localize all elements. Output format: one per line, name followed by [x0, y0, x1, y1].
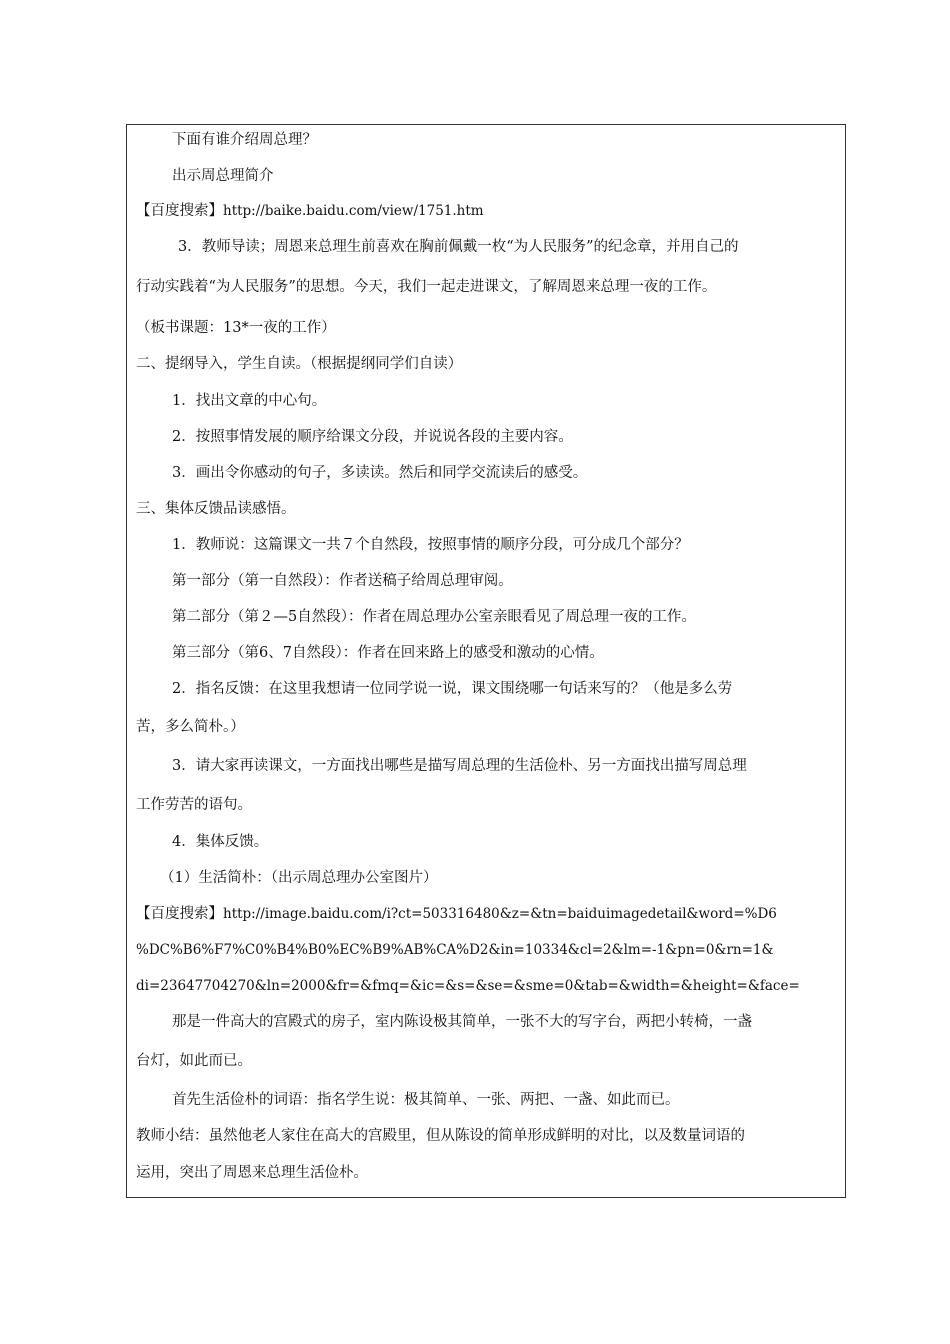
- image-url-link[interactable]: http://image.baidu.com/i?ct=503316480&z=&tn=baiduimagedetail&word=%D6: [223, 906, 777, 922]
- list-item: 2．按照事情发展的顺序给课文分段，并说说各段的主要内容。: [172, 429, 573, 445]
- search-link-line: [136, 904, 840, 924]
- text-line: 第三部分（第6、7自然段）：作者在回来路上的感受和激动的心情。: [172, 645, 604, 661]
- text-line: 首先生活俭朴的词语：指名学生说：极其简单、一张、两把、一盏、如此而已。: [172, 1092, 680, 1108]
- image-url-link-cont[interactable]: di=23647704270&ln=2000&fr=&fmq=&ic=&s=&se=&sme=0&tab=&width=&height=&face=: [136, 978, 800, 994]
- text-line: 3．教师导读；周恩来总理生前喜欢在胸前佩戴一枚“为人民服务”的纪念章，并用自己的: [178, 239, 739, 255]
- list-item: 3．请大家再读课文，一方面找出哪些是描写周总理的生活俭朴、另一方面找出描写周总理: [172, 758, 747, 774]
- section-heading: 三、集体反馈品读感悟。: [136, 501, 296, 517]
- text-line: 那是一件高大的宫殿式的房子，室内陈设极其简单，一张不大的写字台，两把小转椅，一盏: [172, 1014, 752, 1030]
- text-line: 第二部分（第２—5自然段）：作者在周总理办公室亲眼看见了周总理一夜的工作。: [172, 609, 696, 625]
- board-title: （板书课题：13*一夜的工作）: [136, 320, 336, 336]
- search-label: 【百度搜索】: [136, 203, 223, 219]
- text-line: 苦，多么简朴。）: [136, 719, 245, 735]
- text-line: 工作劳苦的语句。: [136, 797, 252, 813]
- text-line: 台灯，如此而已。: [136, 1053, 252, 1069]
- text-line: 行动实践着“为人民服务”的思想。今天，我们一起走进课文，了解周恩来总理一夜的工作。: [136, 279, 717, 295]
- list-item: 4．集体反馈。: [172, 834, 269, 850]
- list-item: 1．教师说：这篇课文一共７个自然段，按照事情的顺序分段，可分成几个部分？: [172, 537, 689, 553]
- search-label: 【百度搜索】: [136, 906, 223, 922]
- list-item: 3．画出令你感动的句子，多读读。然后和同学交流读后的感受。: [172, 465, 588, 481]
- list-item: 1．找出文章的中心句。: [172, 393, 327, 409]
- text-line: （1）生活简朴：（出示周总理办公室图片）: [160, 870, 438, 886]
- summary-line: 运用，突出了周恩来总理生活俭朴。: [136, 1165, 368, 1181]
- text-line: 出示周总理简介: [172, 168, 274, 184]
- text-line: 下面有谁介绍周总理？: [172, 132, 317, 148]
- list-item: 2．指名反馈：在这里我想请一位同学说一说，课文围绕哪一句话来写的？（他是多么劳: [172, 681, 733, 697]
- summary-line: 教师小结：虽然他老人家住在高大的宫殿里，但从陈设的简单形成鲜明的对比，以及数量词语的: [136, 1128, 745, 1144]
- section-heading: 二、提纲导入，学生自读。（根据提纲同学们自读）: [136, 356, 463, 372]
- image-url-link-cont[interactable]: %DC%B6%F7%C0%B4%B0%EC%B9%AB%CA%D2&in=10334&cl=2&lm=-1&pn=0&rn=1&: [136, 942, 774, 958]
- search-link-line: [136, 201, 840, 221]
- text-line: 第一部分（第一自然段）：作者送稿子给周总理审阅。: [172, 573, 513, 589]
- baike-url-link[interactable]: http://baike.baidu.com/view/1751.htm: [223, 203, 484, 219]
